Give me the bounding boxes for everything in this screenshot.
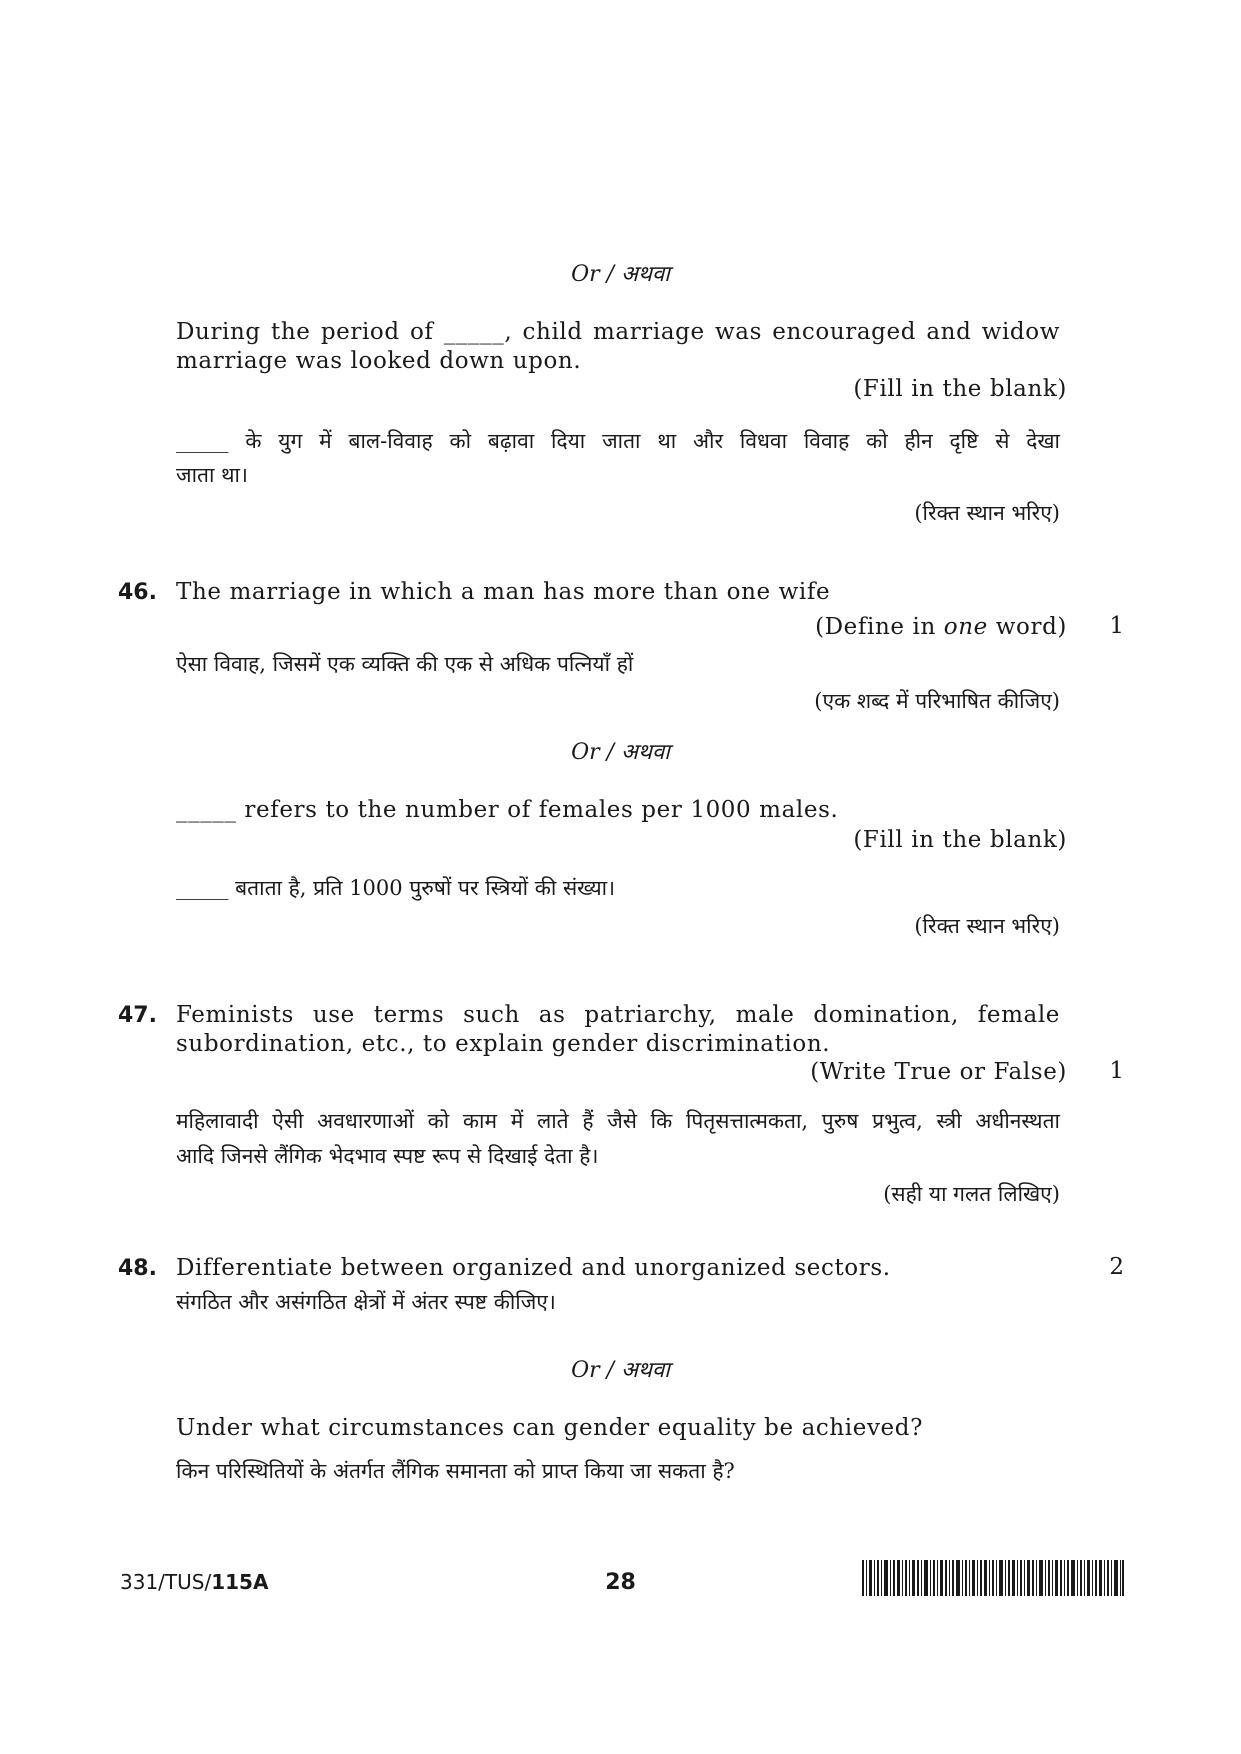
question-text-hindi: _____ के युग में बाल-विवाह को बढ़ावा दिया जाता था और विधवा विवाह को हीन दृष्टि से देखा bbox=[176, 429, 1060, 453]
or-separator: Or / अथवा bbox=[571, 740, 670, 765]
alt-question-text-english: _____ refers to the number of females per 1000 males. bbox=[176, 797, 839, 823]
barcode-icon bbox=[862, 1560, 1124, 1596]
question-text-english-cont: subordination, etc., to explain gender discrimination. bbox=[176, 1031, 831, 1057]
question-number-46: 46. bbox=[118, 580, 157, 605]
paper-code: 331/TUS/115A bbox=[120, 1570, 269, 1594]
question-instruction-hindi: (रिक्त स्थान भरिए) bbox=[914, 501, 1060, 525]
or-separator: Or / अथवा bbox=[571, 1358, 670, 1383]
alt-question-instruction-hindi: (रिक्त स्थान भरिए) bbox=[914, 914, 1060, 938]
question-text-english: Differentiate between organized and unorganized sectors. bbox=[176, 1255, 891, 1281]
question-text-english: Feminists use terms such as patriarchy, male domination, female bbox=[176, 1002, 1060, 1028]
alt-question-text-hindi: _____ बताता है, प्रति 1000 पुरुषों पर स्त्रियों की संख्या। bbox=[176, 876, 616, 900]
page-number: 28 bbox=[605, 1570, 636, 1595]
alt-question-instruction-english: (Fill in the blank) bbox=[853, 827, 1067, 853]
question-text-english: The marriage in which a man has more than one wife bbox=[176, 579, 831, 605]
question-text-hindi-cont: जाता था। bbox=[176, 463, 248, 487]
question-number-47: 47. bbox=[118, 1003, 157, 1028]
question-text-hindi-cont: आदि जिनसे लैंगिक भेदभाव स्पष्ट रूप से दिखाई देता है। bbox=[176, 1144, 599, 1168]
question-text-hindi: संगठित और असंगठित क्षेत्रों में अंतर स्पष्ट कीजिए। bbox=[176, 1290, 556, 1314]
question-number-48: 48. bbox=[118, 1256, 157, 1281]
question-text-hindi: महिलावादी ऐसी अवधारणाओं को काम में लाते हैं जैसे कि पितृसत्तात्मकता, पुरुष प्रभुत्व, स्त्री अधीनस्थता bbox=[176, 1109, 1060, 1133]
question-instruction-english: (Fill in the blank) bbox=[853, 376, 1067, 402]
alt-question-text-english: Under what circumstances can gender equality be achieved? bbox=[176, 1415, 924, 1441]
or-separator: Or / अथवा bbox=[571, 262, 670, 287]
question-marks: 1 bbox=[1109, 613, 1124, 639]
question-marks: 2 bbox=[1109, 1254, 1124, 1280]
question-text-english-cont: marriage was looked down upon. bbox=[176, 348, 582, 374]
question-instruction-hindi: (एक शब्द में परिभाषित कीजिए) bbox=[814, 689, 1060, 713]
question-marks: 1 bbox=[1109, 1058, 1124, 1084]
question-text-english: During the period of _____, child marriage was encouraged and widow bbox=[176, 319, 1060, 345]
question-instruction-english: (Define in one word) bbox=[815, 614, 1067, 640]
alt-question-text-hindi: किन परिस्थितियों के अंतर्गत लैंगिक समानता को प्राप्त किया जा सकता है? bbox=[176, 1459, 735, 1483]
question-instruction-english: (Write True or False) bbox=[810, 1059, 1067, 1085]
question-text-hindi: ऐसा विवाह, जिसमें एक व्यक्ति की एक से अधिक पत्नियाँ हों bbox=[176, 652, 634, 676]
question-instruction-hindi: (सही या गलत लिखिए) bbox=[883, 1182, 1060, 1206]
